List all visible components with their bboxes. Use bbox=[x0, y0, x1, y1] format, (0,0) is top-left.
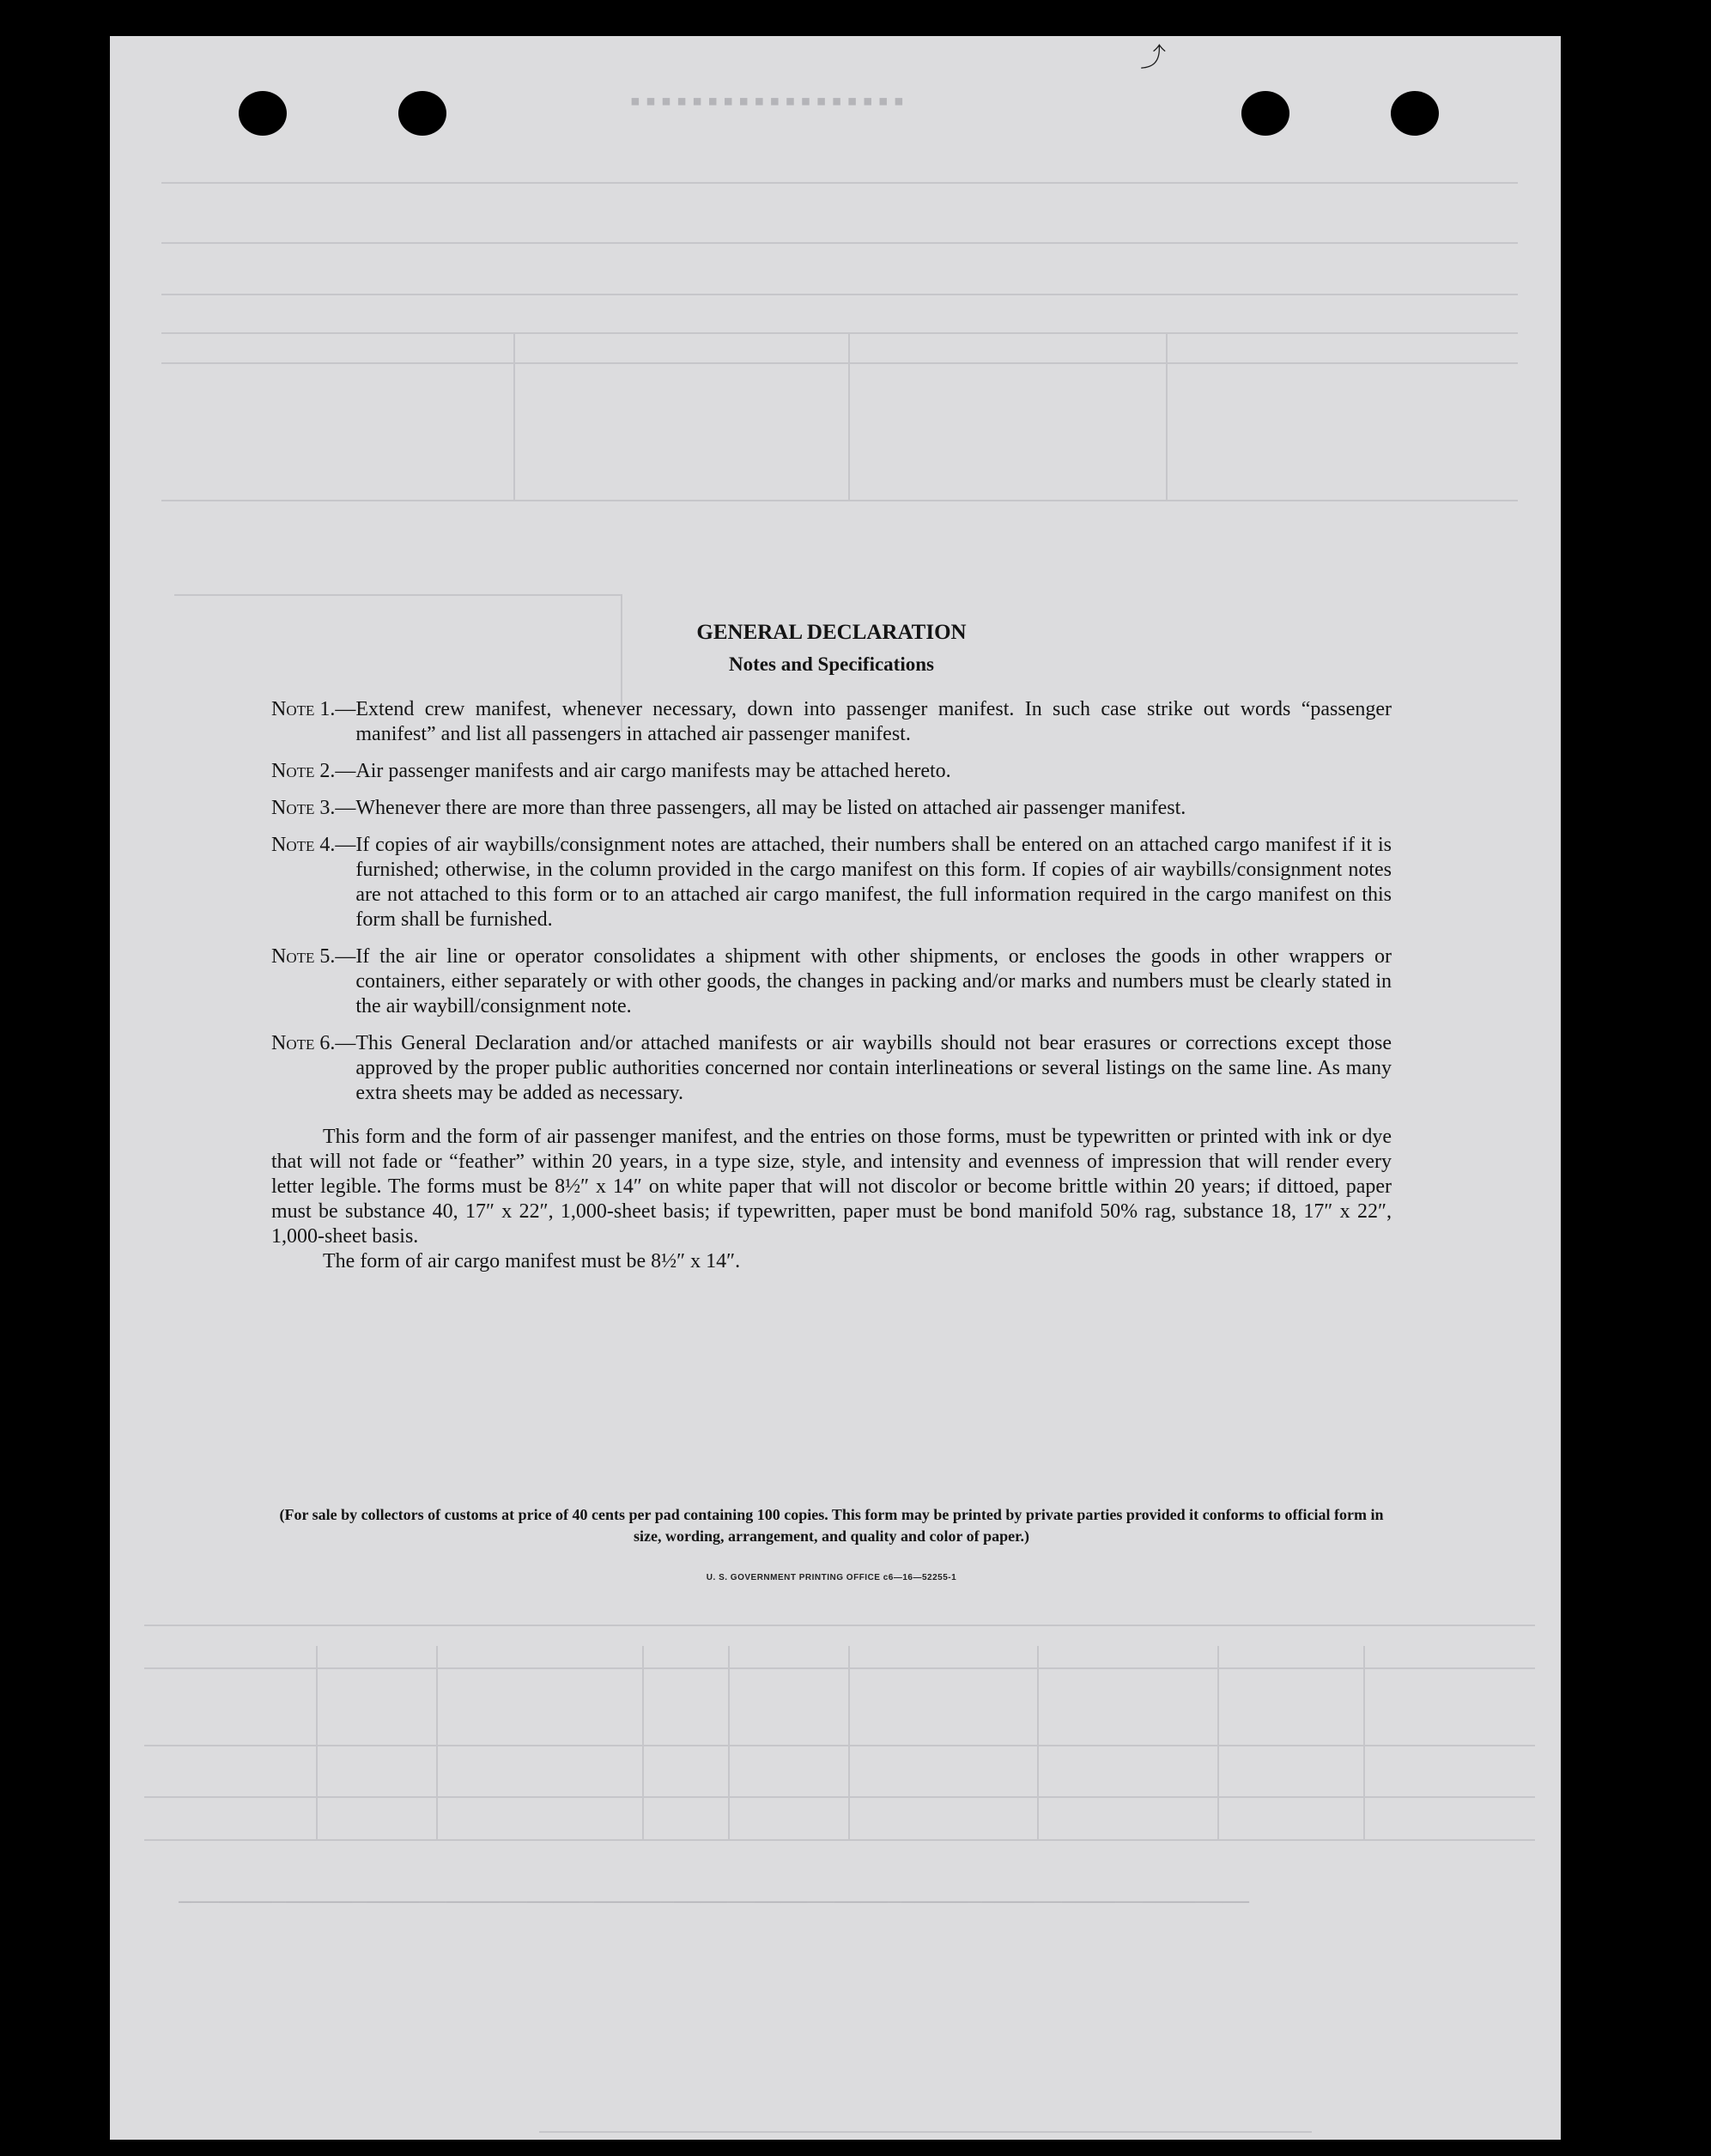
note-1 bbox=[271, 697, 1392, 747]
note-text: Whenever there are more than three passengers, all may be listed on attached air passenger manifest. bbox=[355, 797, 1186, 819]
sale-notice: (For sale by collectors of customs at price of 40 cents per pad containing 100 copies. This form may be printed by private parties provided it conforms to official form in size, wording, arrangement, and quality and color of paper.) bbox=[279, 1506, 1384, 1545]
printer-imprint: U. S. GOVERNMENT PRINTING OFFICE c6—16—52255-1 bbox=[706, 1573, 957, 1582]
note-4 bbox=[271, 833, 1392, 932]
ink-mark: ⤴ bbox=[1140, 43, 1166, 73]
note-6 bbox=[271, 1031, 1392, 1106]
note-label: Note 2.— bbox=[271, 760, 356, 782]
note-3 bbox=[271, 796, 1392, 821]
note-label: Note 5.— bbox=[271, 945, 356, 968]
note-text: Extend crew manifest, whenever necessary, down into passenger manifest. In such case strike out words “passenger manifest” and list all passengers in attached air passenger manifest. bbox=[355, 698, 1392, 745]
note-text: If the air line or operator consolidates a shipment with other shipments, or encloses the goods in other wrappers or containers, either separately or with other goods, the changes in packing and/or marks and numbers must be clearly stated in the air waybill/consignment note. bbox=[355, 945, 1392, 1017]
note-text: If copies of air waybills/consignment notes are attached, their numbers shall be entered on an attached cargo manifest if it is furnished; otherwise, in the column provided in the cargo manifest on this form. If copies of air waybills/consignment notes are not attached to this form or to an attached air cargo manifest, the full information required in the cargo manifest on this form shall be furnished. bbox=[355, 834, 1392, 931]
punch-hole-left-1 bbox=[239, 91, 287, 136]
form-specification-paragraph: This form and the form of air passenger manifest, and the entries on those forms, must be typewritten or printed with ink or dye that will not fade or “feather” within 20 years, in a type size, style, and intensity and evenness of impression that will render every letter legible. The forms must be 8½″ x 14″ on white paper that will not discolor or become brittle within 20 years; if dittoed, paper must be substance 40, 17″ x 22″, 1,000-sheet basis; if typewritten, paper must be bond manifold 50% rag, substance 18, 17″ x 22″, 1,000-sheet basis. bbox=[271, 1126, 1392, 1248]
note-label: Note 6.— bbox=[271, 1032, 356, 1054]
note-text: This General Declaration and/or attached manifests or air waybills should not bear erasures or corrections except those approved by the proper public authorities concerned nor contain interlineations or several listings on the same line. As many extra sheets may be added as necessary. bbox=[355, 1032, 1392, 1104]
punch-hole-right-2 bbox=[1391, 91, 1439, 136]
cargo-manifest-size-paragraph: The form of air cargo manifest must be 8½″ x 14″. bbox=[323, 1250, 741, 1272]
note-label: Note 4.— bbox=[271, 834, 356, 856]
document-subtitle: Notes and Specifications bbox=[729, 653, 934, 675]
document-page: ▪▪▪▪▪▪▪▪▪▪▪▪▪▪▪▪▪▪ ──────────────────────────────────────────────────────────────────────────────── ⤴ GENERAL DECLARATION Notes and Specifications Note 1.— Extend crew manifest, whenever necessary, down into passenger manifest. In such case strike out words “passenger manifest” and list all passengers in attached air passenger manifest. Note 2.— Air passenger manifests and air cargo manifests may be attached hereto. Note 3.— Whenever there are more than three passengers, all may be listed on attached air passenger manifest. Note 4.— If copies of air waybills/consignment notes are attached, their numbers shall be entered on an attached cargo manifest if it is furnished; otherwise, in the column provided in the cargo manifest on this form. If copies of air waybills/consignment notes are not attached to this form or to an attached air cargo manifest, the full information required in the cargo manifest on this form shall be furnished. Note 5.— If the air line or operator consolidates a shipment with other shipments, or encloses the goods in other wrappers or containers, either separately or with other goods, the changes in packing and/or marks and numbers must be clearly stated in the air waybill/consignment note. Note 6.— This General Declaration and/or attached manifests or air waybills should not bear erasures or corrections except those approved by the proper public authorities concerned nor contain interlineations or several listings on the same line. As many extra sheets may be added as necessary. This form and the form of air passenger manifest, and the entries on those forms, must be typewritten or printed with ink or dye that will not fade or “feather” within 20 years, in a type size, style, and intensity and evenness of impression that will render every letter legible. The forms must be 8½″ x 14″ on white paper that will not discolor or become brittle within 20 years; if dittoed, paper must be substance 40, 17″ x 22″, 1,000-sheet basis; if typewritten, paper must be bond manifold 50% rag, substance 18, 17″ x 22″, 1,000-sheet basis. The form of air cargo manifest must be 8½″ x 14″. (For sale by collectors of customs at price of 40 cents per pad containing 100 copies. This form may be printed by private parties provided it conforms to official form in size, wording, arrangement, and quality and color of paper.) U. S. GOVERNMENT PRINTING OFFICE c6—16—52255-1 bbox=[110, 36, 1561, 2140]
note-2 bbox=[271, 759, 1392, 784]
punch-hole-right-1 bbox=[1241, 91, 1289, 136]
note-5 bbox=[271, 944, 1392, 1019]
note-text: Air passenger manifests and air cargo manifests may be attached hereto. bbox=[355, 760, 951, 782]
note-label: Note 3.— bbox=[271, 797, 356, 819]
punch-hole-left-2 bbox=[398, 91, 446, 136]
document-title: GENERAL DECLARATION bbox=[696, 621, 967, 644]
notes-section bbox=[271, 620, 1392, 1274]
note-label: Note 1.— bbox=[271, 698, 356, 720]
